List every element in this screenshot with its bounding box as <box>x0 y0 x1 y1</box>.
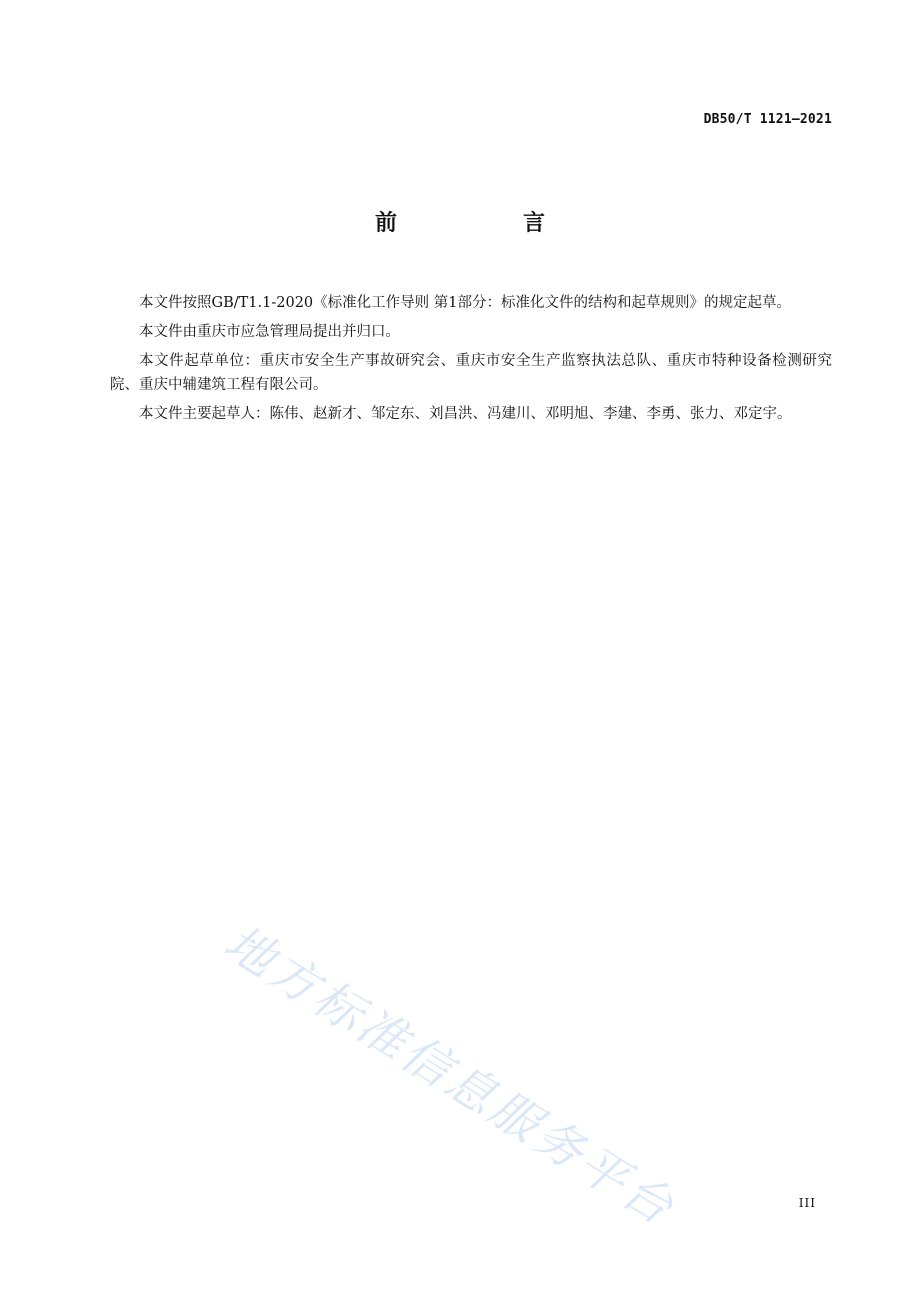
paragraph-drafting-rules: 本文件按照GB/T1.1-2020《标准化工作导则 第1部分：标准化文件的结构和起草规则》的规定起草。 <box>139 295 791 311</box>
paragraph-drafters: 本文件主要起草人：陈伟、赵新才、邹定东、刘昌洪、冯建川、邓明旭、李建、李勇、张力、邓定宇。 <box>139 406 792 422</box>
foreword-body <box>110 291 832 431</box>
page-number: III <box>798 1196 816 1210</box>
section-title: 前 言 <box>374 211 597 236</box>
standard-code: DB50/T 1121—2021 <box>703 112 832 127</box>
paragraph-proposer: 本文件由重庆市应急管理局提出并归口。 <box>139 324 400 340</box>
watermark: 地方标准信息服务平台 <box>214 914 686 1238</box>
paragraph-drafting-units: 本文件起草单位：重庆市安全生产事故研究会、重庆市安全生产监察执法总队、重庆市特种设备检测研究院、重庆中辅建筑工程有限公司。 <box>110 353 832 393</box>
